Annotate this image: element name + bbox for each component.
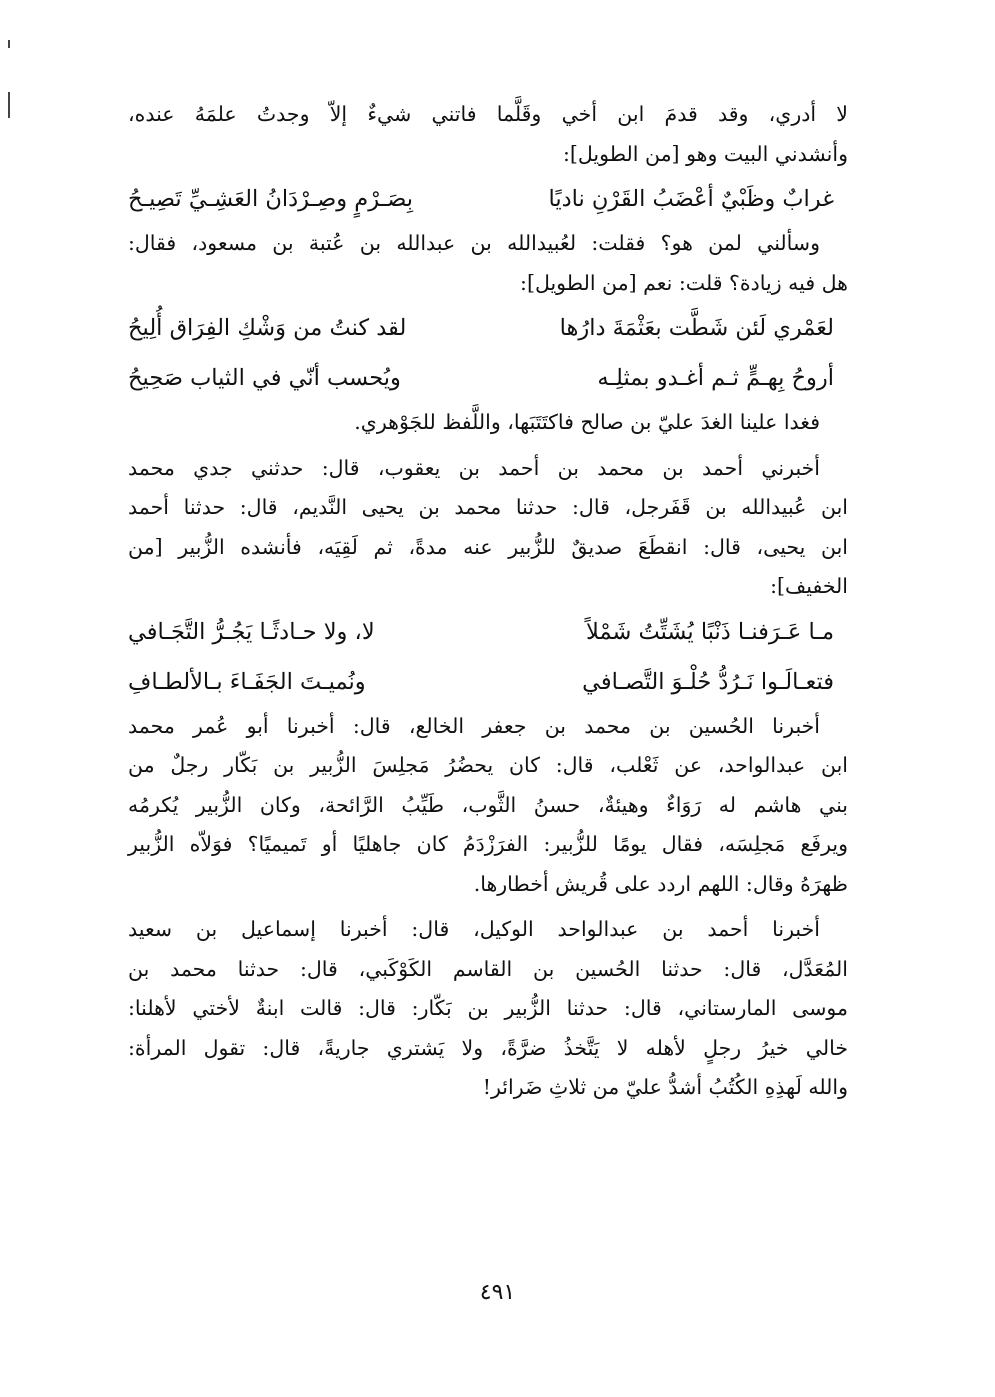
text-line: أخبرني أحمد بن محمد بن أحمد بن يعقوب، قال: حدثني جدي محمد bbox=[128, 455, 820, 480]
verse-first-hemistich: أروحُ بِهـمٍّ ثـم أغـدو بمثلِـه bbox=[597, 365, 834, 391]
verse-second-hemistich: بِصَـرْمٍ وصِـرْدَانُ العَشِـيِّ تَصِيـحُ bbox=[128, 186, 413, 212]
text-line: الخفيف]: bbox=[770, 574, 848, 598]
verse-second-hemistich: لقد كنتُ من وَشْكِ الفِرَاق أُلِيحُ bbox=[128, 315, 407, 341]
paragraph bbox=[128, 224, 848, 303]
poem-verse bbox=[128, 174, 848, 224]
paragraph bbox=[128, 910, 848, 1108]
verse-first-hemistich: غرابٌ وظَبْيٌ أعْضَبُ القَرْنِ ناديًا bbox=[548, 186, 834, 212]
text-line: والله لَهذِهِ الكُتُبُ أشدُّ عليّ من ثلاثِ ضَرائر! bbox=[482, 1075, 848, 1099]
text-line: ابن عبدالواحد، عن ثَعْلب، قال: كان يحضُرُ مَجلِسَ الزُّبير بن بَكّار رجلٌ من bbox=[128, 753, 848, 777]
margin-mark bbox=[8, 40, 10, 48]
text-line: وسألني لمن هو؟ فقلت: لعُبيدالله بن عبدالله بن عُتبة بن مسعود، فقال: bbox=[128, 231, 820, 255]
text-line: موسى المارستاني، قال: حدثنا الزُّبير بن بَكّار: قال: قالت ابنةٌ لأختي لأهلنا: bbox=[128, 996, 849, 1020]
margin-mark bbox=[8, 92, 10, 118]
verse-second-hemistich: ونُميـتَ الجَفَـاءَ بـالألطـافِ bbox=[128, 668, 366, 695]
poem-verse bbox=[128, 607, 848, 657]
text-line: أخبرنا الحُسين بن محمد بن جعفر الخالع، قال: أخبرنا أبو عُمر محمد bbox=[128, 713, 820, 738]
text-line: ويرفَع مَجلِسَه، فقال يومًا للزُّبير: الفرَزْدَمُ كان جاهليًا أو تَميميًا؟ فوَلاّه الزُّبير bbox=[128, 832, 848, 856]
verse-first-hemistich: لعَمْري لَئن شَطَّت بعَثْمَةَ دارُها bbox=[559, 315, 834, 341]
verse-first-hemistich: مـا عَـرَفنـا ذَنْبًا يُشَتِّتُ شَمْلاً bbox=[586, 618, 834, 645]
text-line: أخبرنا أحمد بن عبدالواحد الوكيل، قال: أخبرنا إسماعيل بن سعيد bbox=[128, 917, 820, 941]
paragraph bbox=[128, 403, 848, 443]
page-number: ٤٩١ bbox=[479, 1280, 516, 1305]
paragraph bbox=[128, 95, 848, 174]
verse-first-hemistich: فتعـالَـوا نَـرُدُّ حُلْـوَ التَّصـافي bbox=[582, 668, 834, 695]
text-line: فغدا علينا الغدَ عليّ بن صالح فاكتَتَبَها، واللَّفظ للجَوْهري. bbox=[354, 410, 820, 434]
text-line: وأنشدني البيت وهو [من الطويل]: bbox=[562, 141, 848, 166]
poem-verse bbox=[128, 657, 848, 707]
text-line: ظهرَهُ وقال: اللهم اردد على قُريش أخطارها. bbox=[473, 871, 848, 896]
text-line: المُعَدَّل، قال: حدثنا الحُسين بن القاسم الكَوْكَبي، قال: حدثنا محمد بن bbox=[128, 956, 848, 981]
verse-second-hemistich: ويُحسب أنّي في الثياب صَحِيحُ bbox=[128, 365, 401, 391]
text-line: ابن يحيى، قال: انقطَعَ صديقٌ للزُّبير عنه مدةً، ثم لَقِيَه، فأنشده الزُّبير [من bbox=[128, 534, 848, 559]
verse-second-hemistich: لا، ولا حـادثًـا يَجُـرُّ التَّجَـافي bbox=[128, 618, 375, 645]
paragraph bbox=[128, 707, 848, 905]
text-line: خالي خيرُ رجلٍ لأهله لا يَتَّخذُ ضرَّةً، ولا يَشتري جاريةً، قال: تقول المرأة: bbox=[128, 1035, 848, 1060]
text-line: بني هاشم له رَوَاءٌ وهيئةٌ، حسنُ الثَّوب، طَيِّبُ الرَّائحة، وكان الزُّبير يُكرمُه bbox=[128, 792, 848, 817]
text-line: لا أدري، وقد قدمَ ابن أخي وقَلَّما فاتني شيءٌ إلاّ وجدتُ علمَهُ عنده، bbox=[128, 102, 848, 126]
paragraph bbox=[128, 449, 848, 607]
poem-verse bbox=[128, 303, 848, 353]
text-line: ابن عُبيدالله بن قَفَرجل، قال: حدثنا محمد بن يحيى النَّديم، قال: حدثنا أحمد bbox=[128, 495, 848, 519]
page-text bbox=[128, 95, 848, 1108]
text-line: هل فيه زيادة؟ قلت: نعم [من الطويل]: bbox=[520, 270, 848, 295]
poem-verse bbox=[128, 353, 848, 403]
